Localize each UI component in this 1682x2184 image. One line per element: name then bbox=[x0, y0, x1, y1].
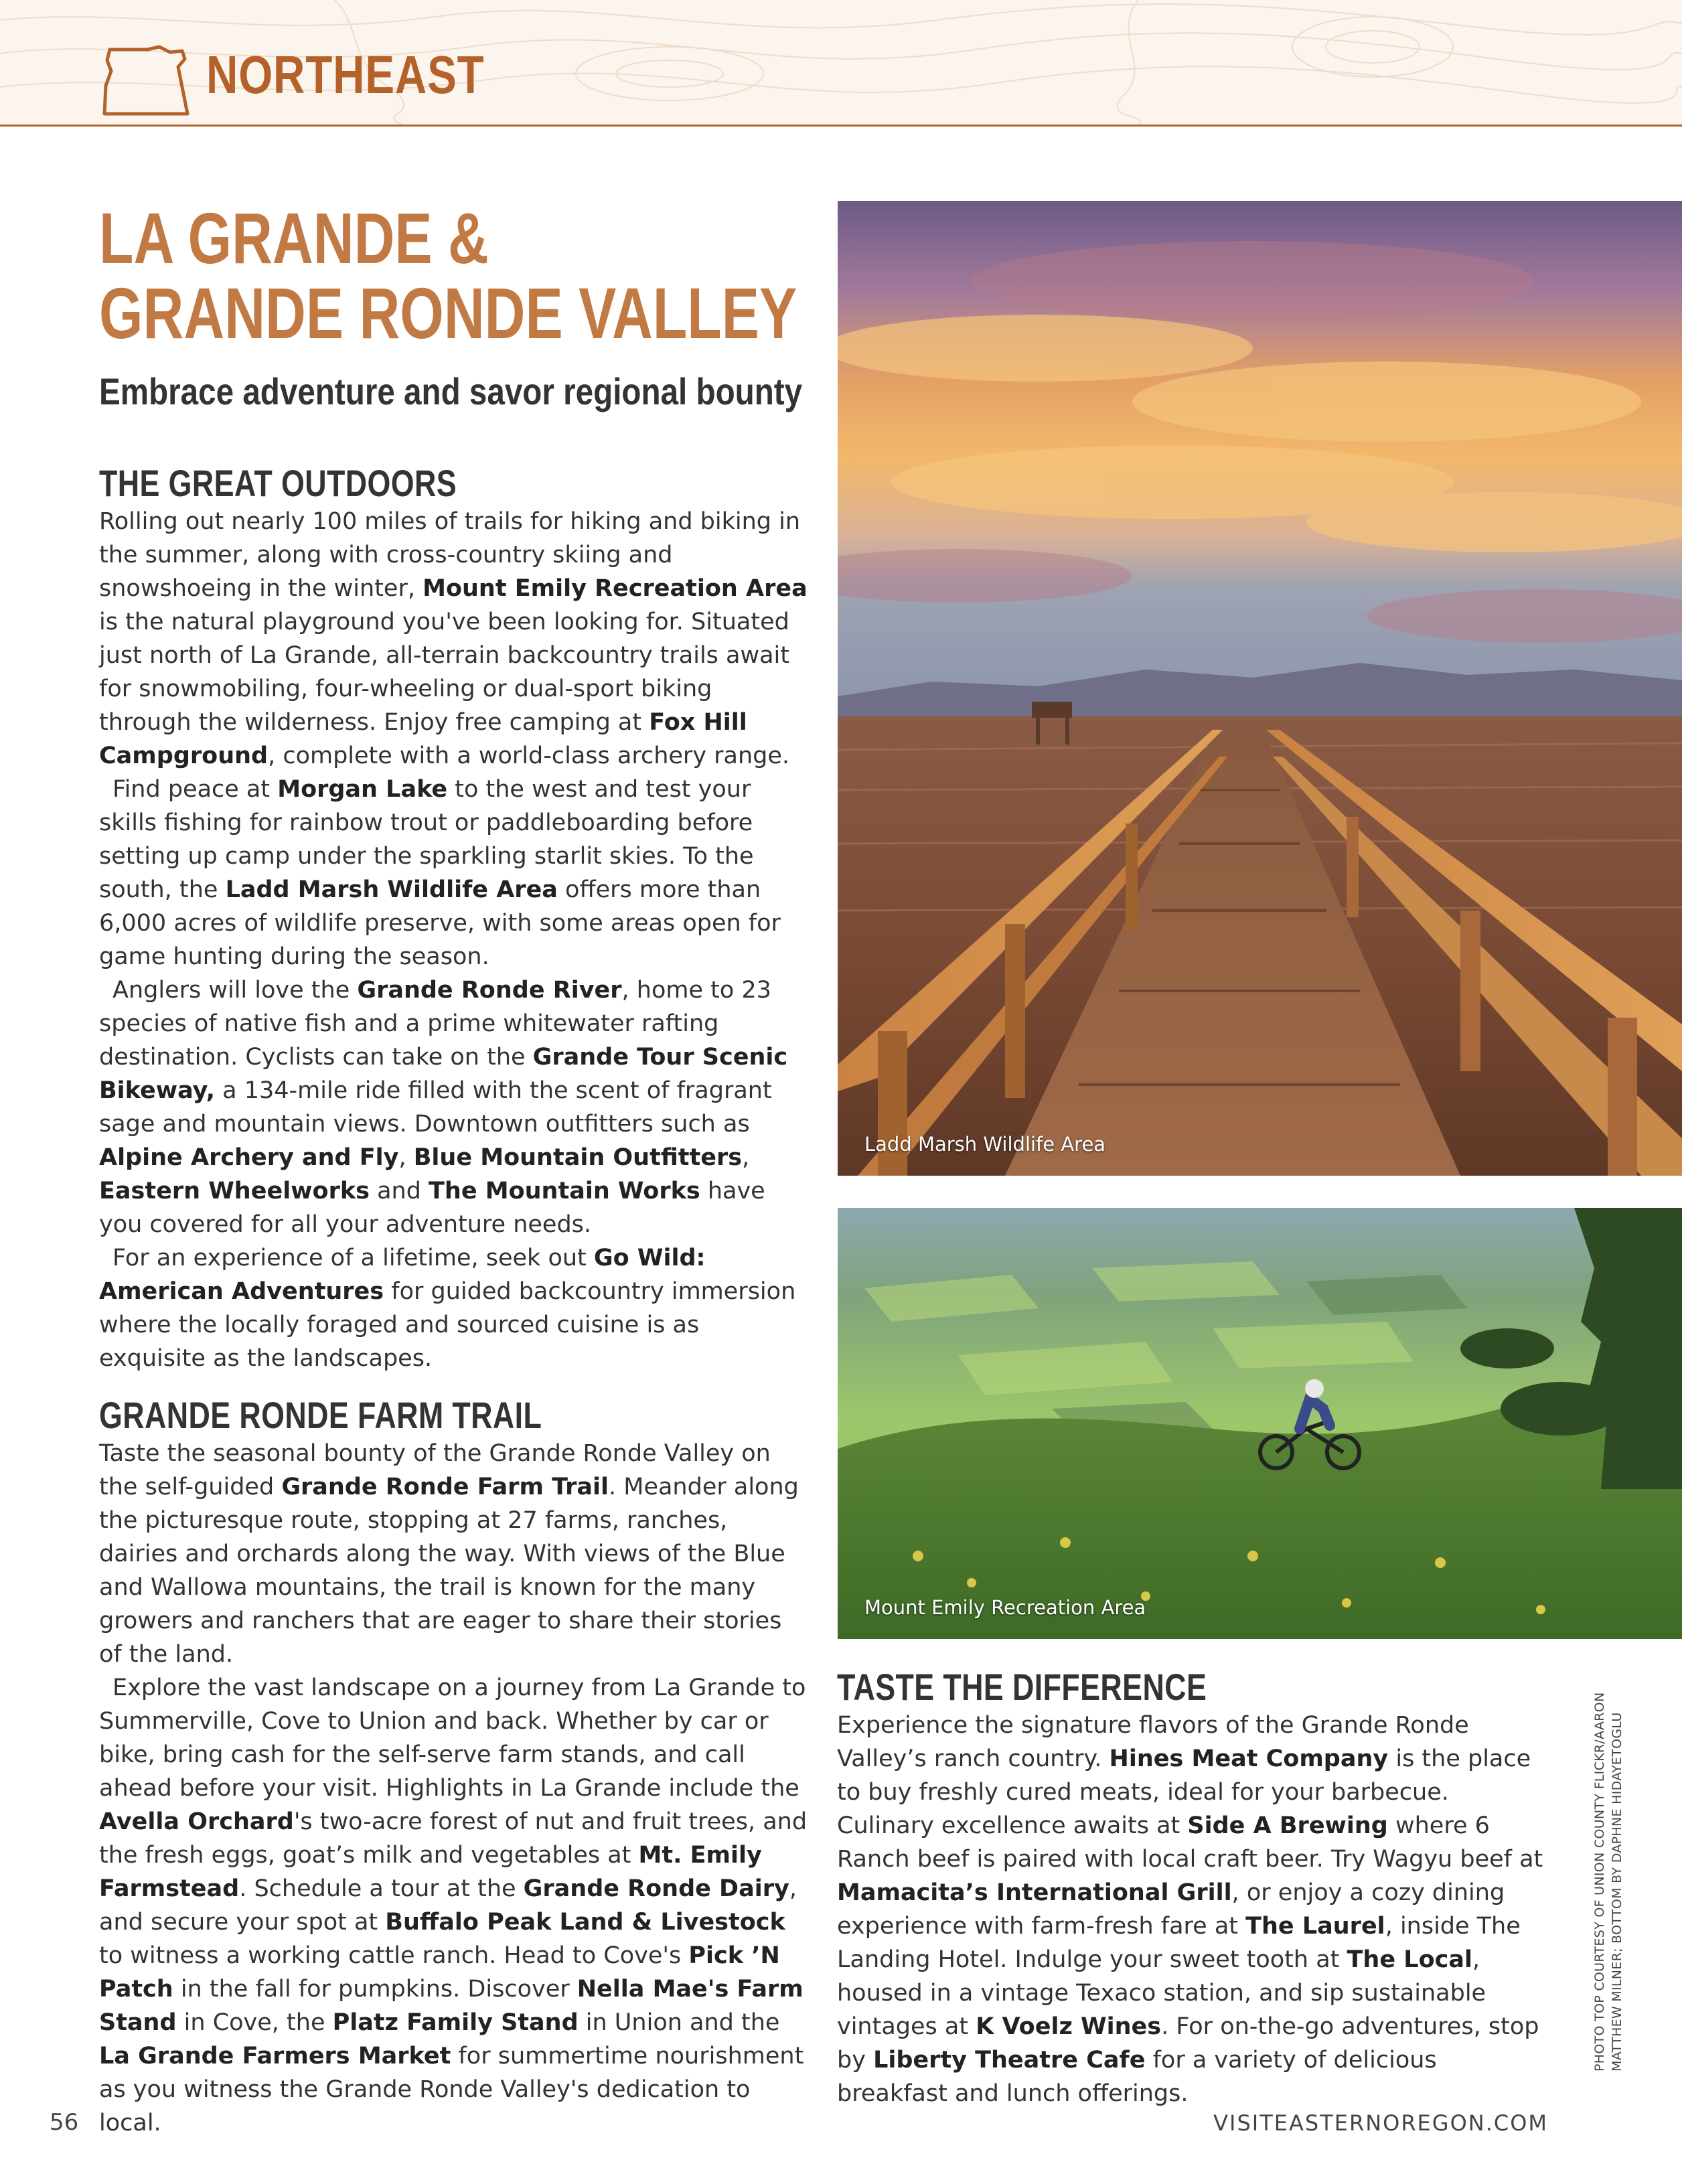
place-side-a-brewing: Side A Brewing bbox=[1187, 1812, 1388, 1839]
page-title bbox=[99, 198, 797, 354]
footer-url: VISITEASTERNOREGON.COM bbox=[1213, 2110, 1548, 2136]
place-platz-family-stand: Platz Family Stand bbox=[332, 2009, 579, 2036]
place-blue-mountain-outfitters: Blue Mountain Outfitters bbox=[413, 1144, 743, 1171]
place-hines-meat: Hines Meat Company bbox=[1109, 1745, 1389, 1772]
place-eastern-wheelworks: Eastern Wheelworks bbox=[99, 1178, 370, 1204]
left-column bbox=[99, 462, 809, 2140]
place-farmers-market: La Grande Farmers Market bbox=[99, 2043, 451, 2070]
photo-credit bbox=[1591, 1692, 1626, 2072]
right-column bbox=[837, 1666, 1547, 2110]
place-morgan-lake: Morgan Lake bbox=[277, 776, 448, 803]
place-the-laurel: The Laurel bbox=[1245, 1913, 1385, 1940]
oregon-state-icon bbox=[100, 44, 194, 116]
place-k-voelz: K Voelz Wines bbox=[976, 2013, 1162, 2040]
place-nella-maes: Nella Mae's Farm Stand bbox=[99, 1976, 804, 2036]
place-the-local: The Local bbox=[1347, 1946, 1472, 1973]
section-heading-outdoors: THE GREAT OUTDOORS bbox=[99, 462, 457, 504]
place-mountain-works: The Mountain Works bbox=[429, 1178, 700, 1204]
place-farm-trail: Grande Ronde Farm Trail bbox=[281, 1474, 609, 1500]
outdoors-paragraph-2: Find peace at Morgan Lake to the west and test your skills fishing for rainbow trout or paddleboarding before setting up camp under the sparkling starlit skies. To the south, the Ladd Marsh Wildlife Area offers more than 6,000 acres of wildlife preserve, with some areas open for game hunting during the season. bbox=[99, 776, 781, 970]
photo-caption-bottom: Mount Emily Recreation Area bbox=[864, 1596, 1146, 1619]
place-liberty-theatre-cafe: Liberty Theatre Cafe bbox=[873, 2047, 1146, 2074]
farm-paragraph-1: Taste the seasonal bounty of the Grande Ronde Valley on the self-guided Grande Ronde Farm Trail. Meander along the picturesque route, stopping at 27 farms, ranches, dairies and orchards along the way. With views of the Blue and Wallowa mountains, the trail is known for the many growers and ranchers that are eager to share their stories of the land. bbox=[99, 1440, 799, 1668]
taste-paragraph-1: Experience the signature flavors of the Grande Ronde Valley’s ranch country. Hines Meat Company is the place to buy freshly cured meats, ideal for your barbecue. Culinary excellence awaits at Side A Brewing where 6 Ranch beef is paired with local craft beer. Try Wagyu beef at Mamacita’s International Grill, or enjoy a cozy dining experience with farm-fresh fare at The Laurel, inside The Landing Hotel. Indulge your sweet tooth at The Local, housed in a vintage Texaco station, and sip sustainable vintages at K Voelz Wines. For on-the-go adventures, stop by Liberty Theatre Cafe for a variety of delicious breakfast and lunch offerings. bbox=[837, 1712, 1543, 2107]
outdoors-paragraph-3: Anglers will love the Grande Ronde River, home to 23 species of native fish and a prime whitewater rafting destination. Cyclists can take on the Grande Tour Scenic Bikeway, a 134-mile ride filled with the scent of fragrant sage and mountain views. Downtown outfitters such as Alpine Archery and Fly, Blue Mountain Outfitters, Eastern Wheelworks and The Mountain Works have you covered for all your adventure needs. bbox=[99, 977, 788, 1238]
place-buffalo-peak: Buffalo Peak Land & Livestock bbox=[385, 1909, 785, 1936]
mountain-biker-image bbox=[838, 1208, 1682, 1639]
place-pick-n-patch: Pick ’N Patch bbox=[99, 1942, 780, 2003]
photo-ladd-marsh bbox=[838, 201, 1682, 1176]
photo-mount-emily bbox=[838, 1208, 1682, 1639]
place-grande-ronde-river: Grande Ronde River bbox=[357, 977, 622, 1004]
outdoors-paragraph-1: Rolling out nearly 100 miles of trails for hiking and biking in the summer, along with cross-country skiing and snowshoeing in the winter, Mount Emily Recreation Area is the natural playground you've been looking for. Situated just north of La Grande, all-terrain backcountry trails await for snowmobiling, four-wheeling or dual-sport biking through the wilderness. Enjoy free camping at Fox Hill Campground, complete with a world-class archery range. bbox=[99, 508, 808, 769]
place-ladd-marsh: Ladd Marsh Wildlife Area bbox=[225, 876, 558, 903]
title-line-2: GRANDE RONDE VALLEY bbox=[99, 272, 797, 354]
place-grande-ronde-dairy: Grande Ronde Dairy bbox=[523, 1875, 789, 1902]
page-header bbox=[0, 0, 1682, 127]
section-heading-taste: TASTE THE DIFFERENCE bbox=[837, 1666, 1207, 1708]
place-mount-emily: Mount Emily Recreation Area bbox=[423, 575, 808, 602]
outdoors-paragraph-4: For an experience of a lifetime, seek out Go Wild: American Adventures for guided backcountry immersion where the locally foraged and sourced cuisine is as exquisite as the landscapes. bbox=[99, 1245, 796, 1372]
photo-credit-line-1: PHOTO TOP COURTESY OF UNION COUNTY FLICKR/AARON bbox=[1592, 1692, 1607, 2072]
page-subtitle: Embrace adventure and savor regional bounty bbox=[99, 370, 803, 412]
boardwalk-sunset-image bbox=[838, 201, 1682, 1176]
photo-caption-top: Ladd Marsh Wildlife Area bbox=[864, 1133, 1106, 1156]
section-heading-farm-trail: GRANDE RONDE FARM TRAIL bbox=[99, 1394, 542, 1436]
title-line-1: LA GRANDE & bbox=[99, 198, 489, 279]
place-avella-orchard: Avella Orchard bbox=[99, 1808, 294, 1835]
place-mt-emily-farmstead: Mt. Emily Farmstead bbox=[99, 1842, 762, 1902]
farm-paragraph-2: Explore the vast landscape on a journey from La Grande to Summerville, Cove to Union and back. Whether by car or bike, bring cash for the self-serve farm stands, and call ahead before your visit. Highlights in La Grande include the Avella Orchard's two-acre forest of nut and fruit trees, and the fresh eggs, goat’s milk and vegetables at Mt. Emily Farmstead. Schedule a tour at the Grande Ronde Dairy, and secure your spot at Buffalo Peak Land & Livestock to witness a working cattle ranch. Head to Cove's Pick ’N Patch in the fall for pumpkins. Discover Nella Mae's Farm Stand in Cove, the Platz Family Stand in Union and the La Grande Farmers Market for summertime nourishment as you witness the Grande Ronde Valley's dedication to local. bbox=[99, 1674, 808, 2136]
photo-credit-line-2: MATTHEW MILNER; BOTTOM BY DAPHNE HIDAYETOGLU bbox=[1610, 1712, 1624, 2072]
place-mamacitas: Mamacita’s International Grill bbox=[837, 1879, 1232, 1906]
place-scenic-bikeway: Grande Tour Scenic Bikeway, bbox=[99, 1044, 788, 1104]
place-go-wild: Go Wild: American Adventures bbox=[99, 1245, 706, 1305]
place-fox-hill: Fox Hill Campground bbox=[99, 709, 747, 769]
page-number: 56 bbox=[50, 2109, 79, 2136]
place-alpine-archery: Alpine Archery and Fly bbox=[99, 1144, 399, 1171]
section-label: NORTHEAST bbox=[206, 45, 485, 104]
